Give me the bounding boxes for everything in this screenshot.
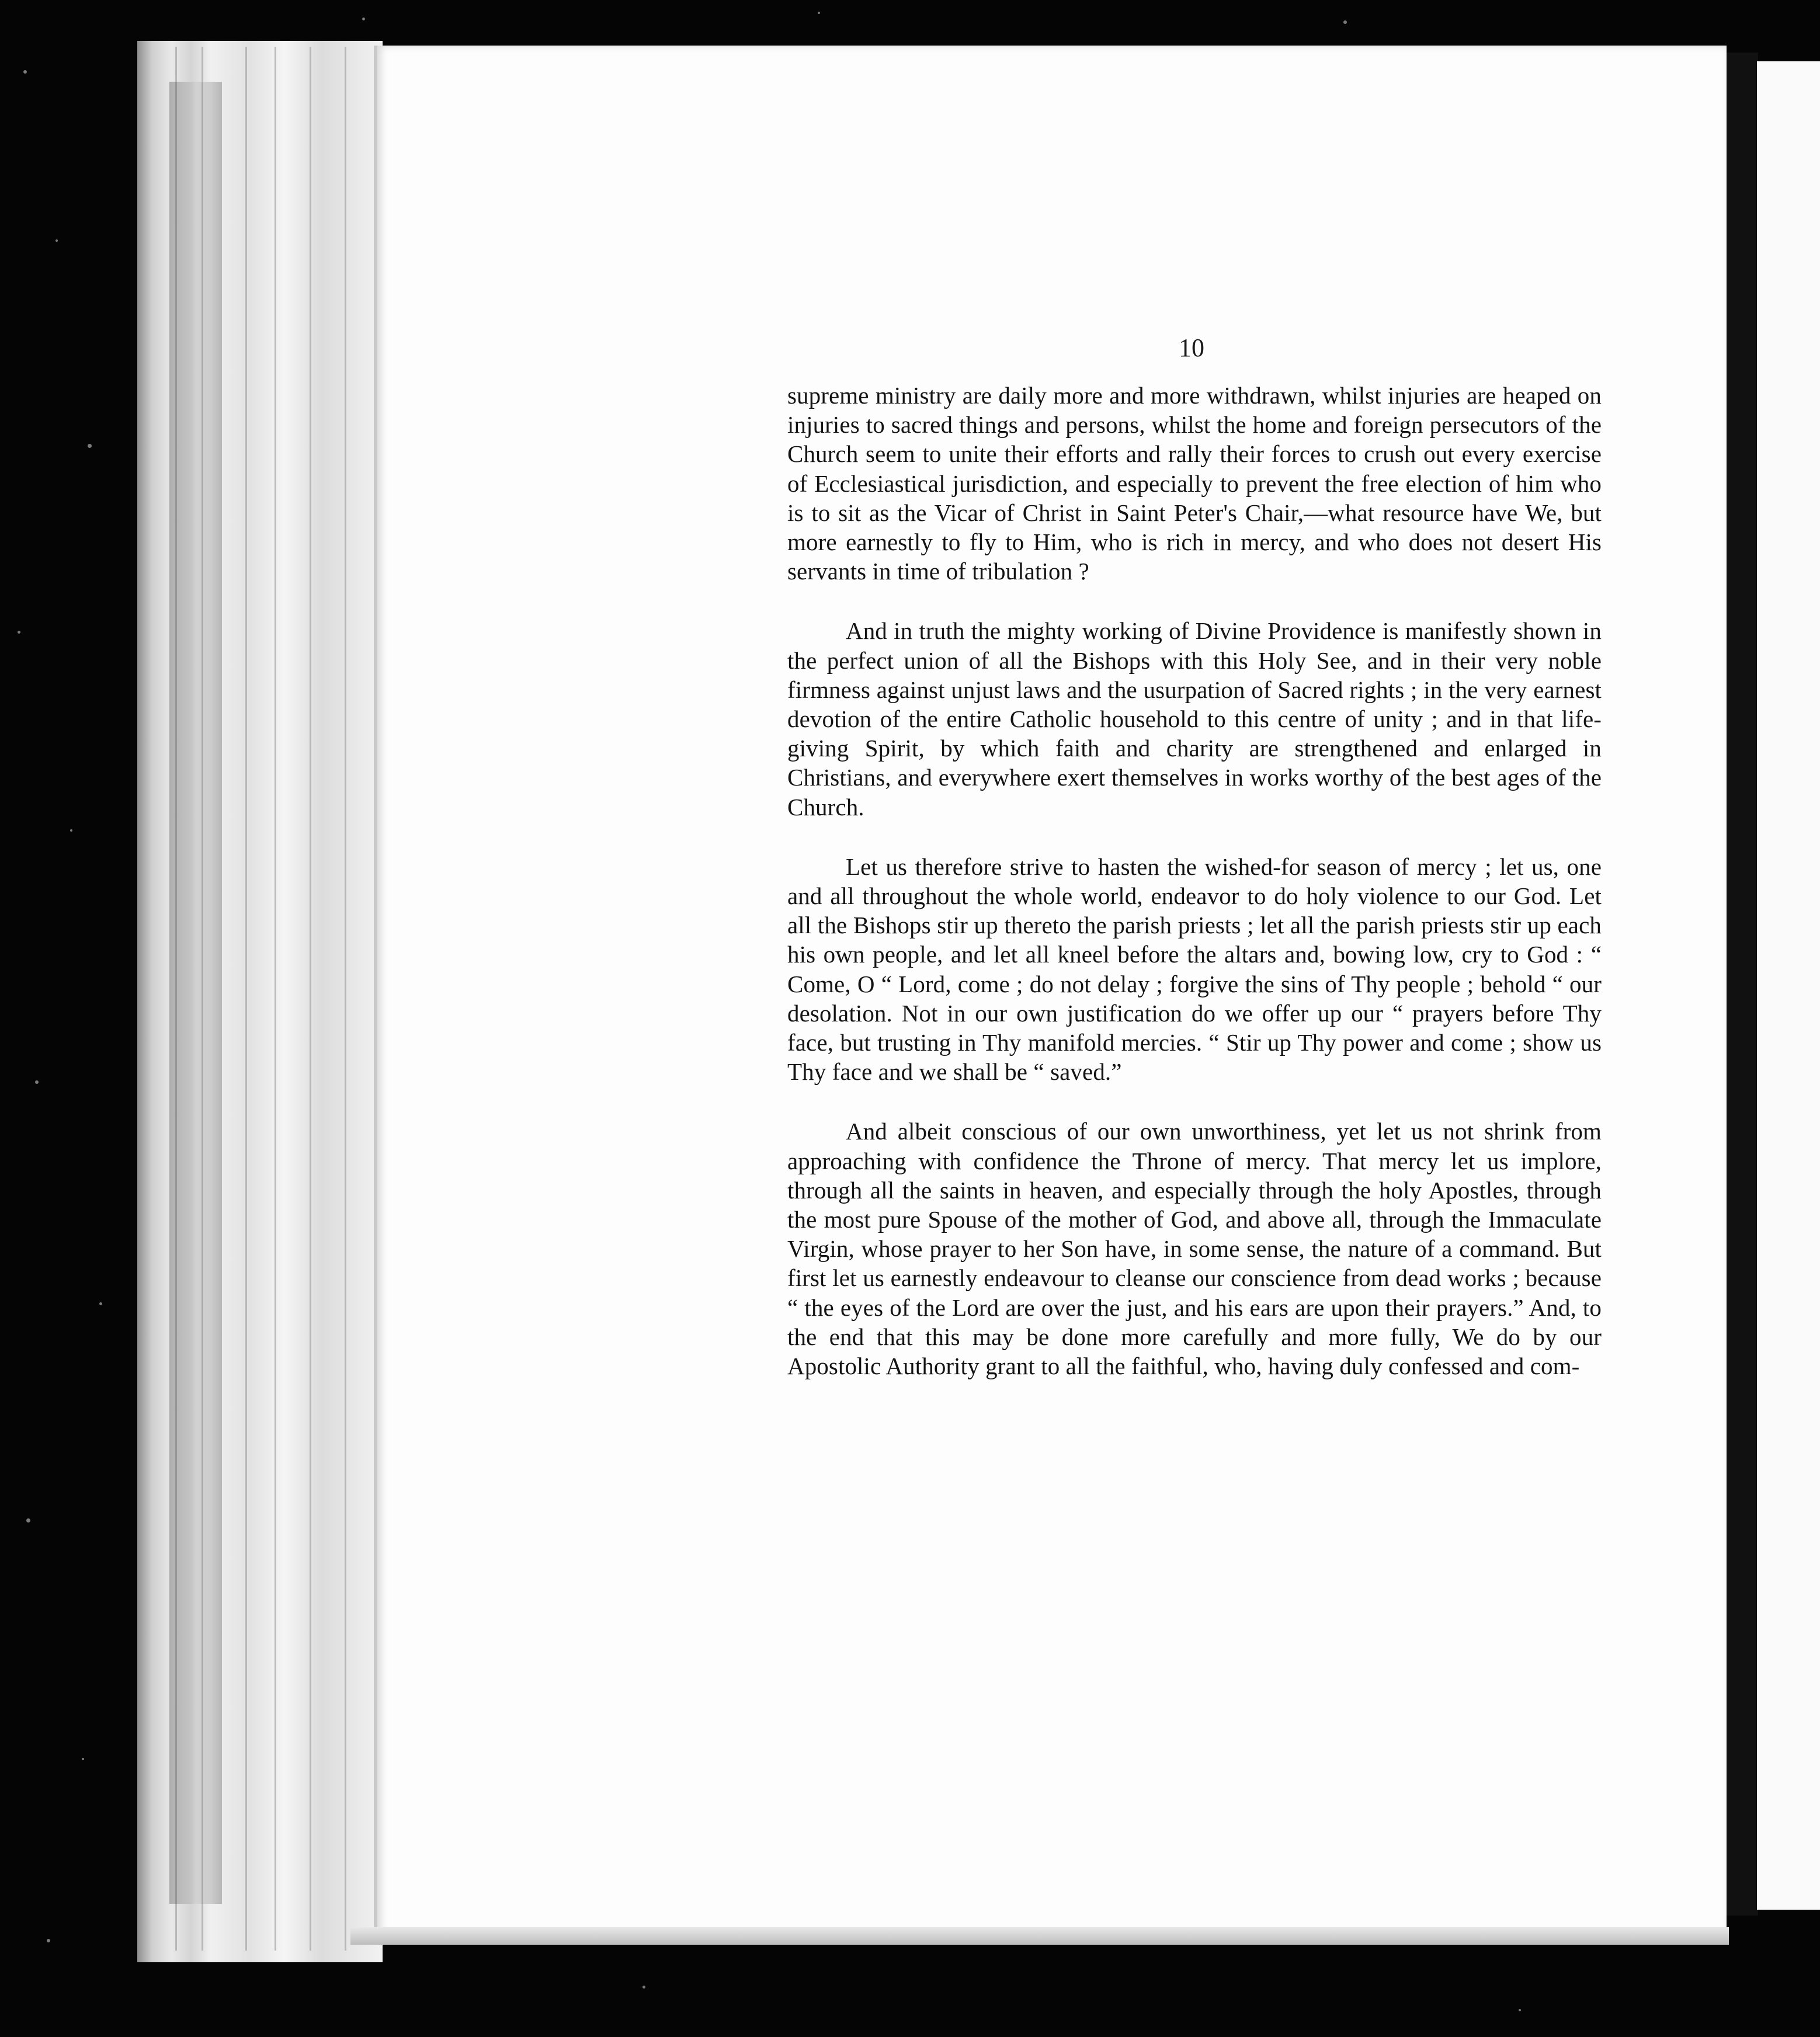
dust-speck bbox=[26, 1518, 30, 1522]
leaf-edge bbox=[310, 47, 311, 1951]
page-number: 10 bbox=[1179, 333, 1204, 362]
dust-speck bbox=[47, 1939, 50, 1942]
next-page-sliver bbox=[1757, 61, 1820, 1910]
leaf-edge bbox=[275, 47, 276, 1951]
dust-speck bbox=[1343, 20, 1347, 24]
paragraph: supreme ministry are daily more and more withdrawn, whilst injuries are heaped on injuries to sacred things and persons, whilst the home and foreign persecutors of the Church seem to unite their efforts and rally their forces to crush out every exercise of Ecclesiastical jurisdiction, and especially to prevent the free election of him who is to sit as the Vicar of Christ in Saint Peter's Chair,—what resource have We, but more earnestly to fly to Him, who is rich in mercy, and who does not desert His servants in time of tribulation ? bbox=[787, 382, 1602, 585]
dust-speck bbox=[70, 829, 72, 832]
dust-speck bbox=[1519, 2009, 1521, 2011]
gutter-shadow bbox=[169, 82, 222, 1904]
body-text bbox=[787, 381, 1602, 1411]
leaf-edge bbox=[245, 47, 247, 1951]
next-page-gap bbox=[1726, 53, 1758, 1916]
paragraph: Let us therefore strive to hasten the wished-for season of mercy ; let us, one and all throughout the whole world, endeavor to do holy violence to our God. Let all the Bishops stir up thereto the parish priests ; let all the parish priests stir up each his own people, and let all kneel before the altars and, bowing low, cry to God : “ Come, O “ Lord, come ; do not delay ; forgive the sins of Thy people ; behold “ our desolation. Not in our own justification do we offer up our “ prayers before Thy face, but trusting in Thy manifold mercies. “ Stir up Thy power and come ; show us Thy face and we shall be “ saved.” bbox=[787, 853, 1602, 1086]
dust-speck bbox=[18, 631, 20, 634]
leaf-edge bbox=[345, 47, 346, 1951]
dust-speck bbox=[88, 444, 92, 448]
dust-speck bbox=[818, 12, 820, 14]
page-bottom-edge bbox=[350, 1927, 1729, 1945]
dust-speck bbox=[362, 18, 365, 20]
dust-speck bbox=[35, 1080, 39, 1084]
dust-speck bbox=[99, 1302, 102, 1305]
paragraph: And in truth the mighty working of Divine Providence is manifestly shown in the perfect union of all the Bishops with this Holy See, and in their very noble firmness against unjust laws and the usurpation of Sacred rights ; in the very earnest devotion of the entire Catholic household to this centre of unity ; and in that life-giving Spirit, by which faith and charity are strengthened and enlarged in Christians, and everywhere exert themselves in works worthy of the best ages of the Church. bbox=[787, 617, 1602, 821]
paragraph: And albeit conscious of our own unworthiness, yet let us not shrink from approaching with confidence the Throne of mercy. That mercy let us implore, through all the saints in heaven, and especially through the holy Apostles, through the most pure Spouse of the mother of God, and above all, through the Immaculate Virgin, whose prayer to her Son have, in some sense, the nature of a command. But first let us earnestly endeavour to cleanse our conscience from dead works ; because “ the eyes of the Lord are over the just, and his ears are upon their prayers.” And, to the end that this may be done more carefully and more fully, We do by our Apostolic Authority grant to all the faithful, who, having duly confessed and com- bbox=[787, 1118, 1602, 1380]
dust-speck bbox=[55, 239, 58, 242]
dust-speck bbox=[82, 1758, 84, 1760]
dust-speck bbox=[23, 70, 27, 74]
dust-speck bbox=[642, 1986, 645, 1989]
